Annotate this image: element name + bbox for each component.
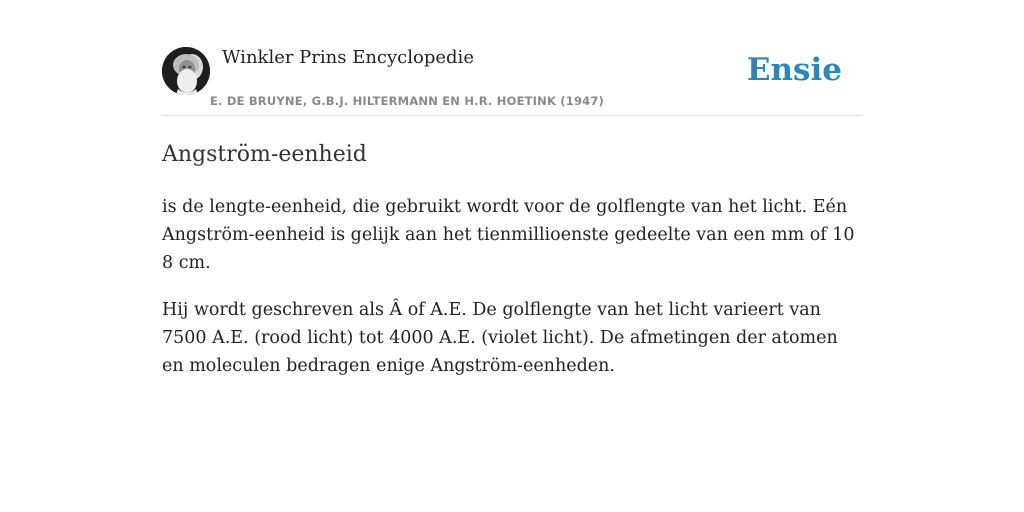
avatar[interactable] [162, 47, 210, 95]
entry-title: Angström-eenheid [162, 142, 367, 167]
entry-paragraph-2: Hij wordt geschreven als Â of A.E. De golflengte van het licht varieert van 7500 A.E. (rood licht) tot 4000 A.E. (violet licht). De afmetingen der atomen en moleculen bedragen enige Angström-eenheden. [162, 300, 838, 376]
authors-line: E. DE BRUYNE, G.B.J. HILTERMANN EN H.R. HOETINK (1947) [210, 94, 605, 108]
header [162, 40, 862, 116]
page-container [162, 40, 862, 380]
entry-paragraph-1: is de lengte-eenheid, die gebruikt wordt voor de golflengte van het licht. Eén Angström-eenheid is gelijk aan het tienmillioenste gedeelte van een mm of 10 8 cm. [162, 197, 855, 273]
publication-title[interactable]: Winkler Prins Encyclopedie [222, 47, 474, 68]
portrait-image [162, 47, 210, 95]
ensie-logo-link[interactable]: Ensie [746, 52, 842, 88]
